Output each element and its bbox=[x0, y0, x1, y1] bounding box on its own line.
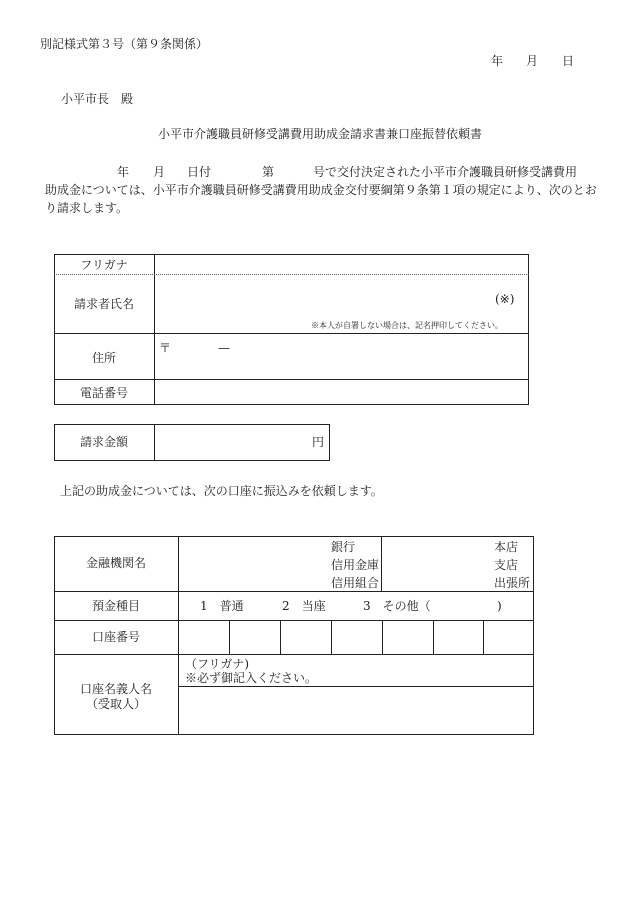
deposit-option-ordinary[interactable]: 1 普通 bbox=[200, 599, 244, 613]
branch-office: 出張所 bbox=[494, 576, 531, 590]
phone-label: 電話番号 bbox=[79, 386, 128, 400]
furigana-input[interactable] bbox=[156, 256, 527, 273]
postal-mark: 〒 bbox=[159, 341, 172, 355]
body-year: 年 bbox=[117, 165, 130, 179]
amount-input[interactable] bbox=[156, 426, 306, 459]
seal-mark: (※) bbox=[495, 292, 515, 306]
holder-note: ※必ず御記入ください。 bbox=[185, 671, 318, 685]
deposit-row-divider bbox=[54, 620, 534, 621]
type-bank: 銀行 bbox=[331, 540, 356, 554]
applicant-col-divider bbox=[154, 254, 155, 405]
body-line-2: 助成金については、小平市介護職員研修受講費用助成金交付要綱第９条第１項の規定により、次のとお bbox=[45, 183, 597, 197]
body-dated: 日付 bbox=[187, 165, 212, 179]
deposit-option-current[interactable]: 2 当座 bbox=[282, 599, 326, 613]
postal-dash: — bbox=[218, 341, 230, 355]
address-row-divider bbox=[54, 379, 529, 380]
body-month: 月 bbox=[153, 165, 166, 179]
branch-col-divider bbox=[381, 536, 382, 591]
name-row-divider bbox=[54, 333, 529, 334]
date-day: 日 bbox=[562, 54, 575, 68]
holder-furigana: （フリガナ) bbox=[185, 657, 250, 671]
body-line-3: り請求します。 bbox=[45, 201, 129, 215]
transfer-text: 上記の助成金については、次の口座に振込みを依頼します。 bbox=[60, 484, 383, 498]
holder-label: 口座名義人名 bbox=[79, 682, 152, 696]
addressee: 小平市長 殿 bbox=[61, 92, 134, 106]
institution-row-divider bbox=[54, 591, 534, 592]
body-line-1-rest: 号で交付決定された小平市介護職員研修受講費用 bbox=[313, 165, 578, 179]
holder-inner-divider bbox=[178, 686, 534, 687]
bank-col-divider bbox=[178, 536, 179, 735]
type-kumiai: 信用組合 bbox=[331, 576, 380, 590]
type-shinkin: 信用金庫 bbox=[331, 558, 380, 572]
date-year: 年 bbox=[491, 54, 504, 68]
deposit-other-close: ) bbox=[497, 599, 502, 613]
page-title: 小平市介護職員研修受講費用助成金請求書兼口座振替依頼書 bbox=[158, 127, 483, 141]
branch-branch: 支店 bbox=[494, 558, 519, 572]
deposit-option-other[interactable]: 3 その他（ bbox=[363, 599, 431, 613]
account-number-input[interactable] bbox=[180, 622, 532, 652]
address-input[interactable] bbox=[156, 335, 527, 378]
signature-note: ※本人が自署しない場合は、記名押印してください。 bbox=[311, 321, 503, 330]
phone-input[interactable] bbox=[156, 381, 527, 403]
amount-col-divider bbox=[154, 424, 155, 461]
body-no: 第 bbox=[262, 165, 275, 179]
furigana-divider bbox=[54, 274, 529, 275]
form-number: 別記様式第３号（第９条関係） bbox=[40, 37, 209, 51]
institution-label: 金融機関名 bbox=[85, 556, 146, 570]
furigana-label: フリガナ bbox=[80, 258, 128, 272]
branch-main: 本店 bbox=[494, 540, 519, 554]
account-number-label: 口座番号 bbox=[91, 630, 140, 644]
address-label: 住所 bbox=[91, 351, 116, 365]
institution-input[interactable] bbox=[180, 538, 320, 589]
date-month: 月 bbox=[526, 54, 539, 68]
amount-unit: 円 bbox=[312, 435, 325, 449]
holder-input[interactable] bbox=[180, 688, 532, 733]
amount-label: 請求金額 bbox=[79, 435, 128, 449]
holder-label-sub: （受取人） bbox=[85, 697, 146, 711]
applicant-name-label: 請求者氏名 bbox=[73, 297, 134, 311]
account-row-divider bbox=[54, 654, 534, 655]
branch-input[interactable] bbox=[383, 538, 483, 589]
deposit-label: 預金種目 bbox=[91, 599, 140, 613]
